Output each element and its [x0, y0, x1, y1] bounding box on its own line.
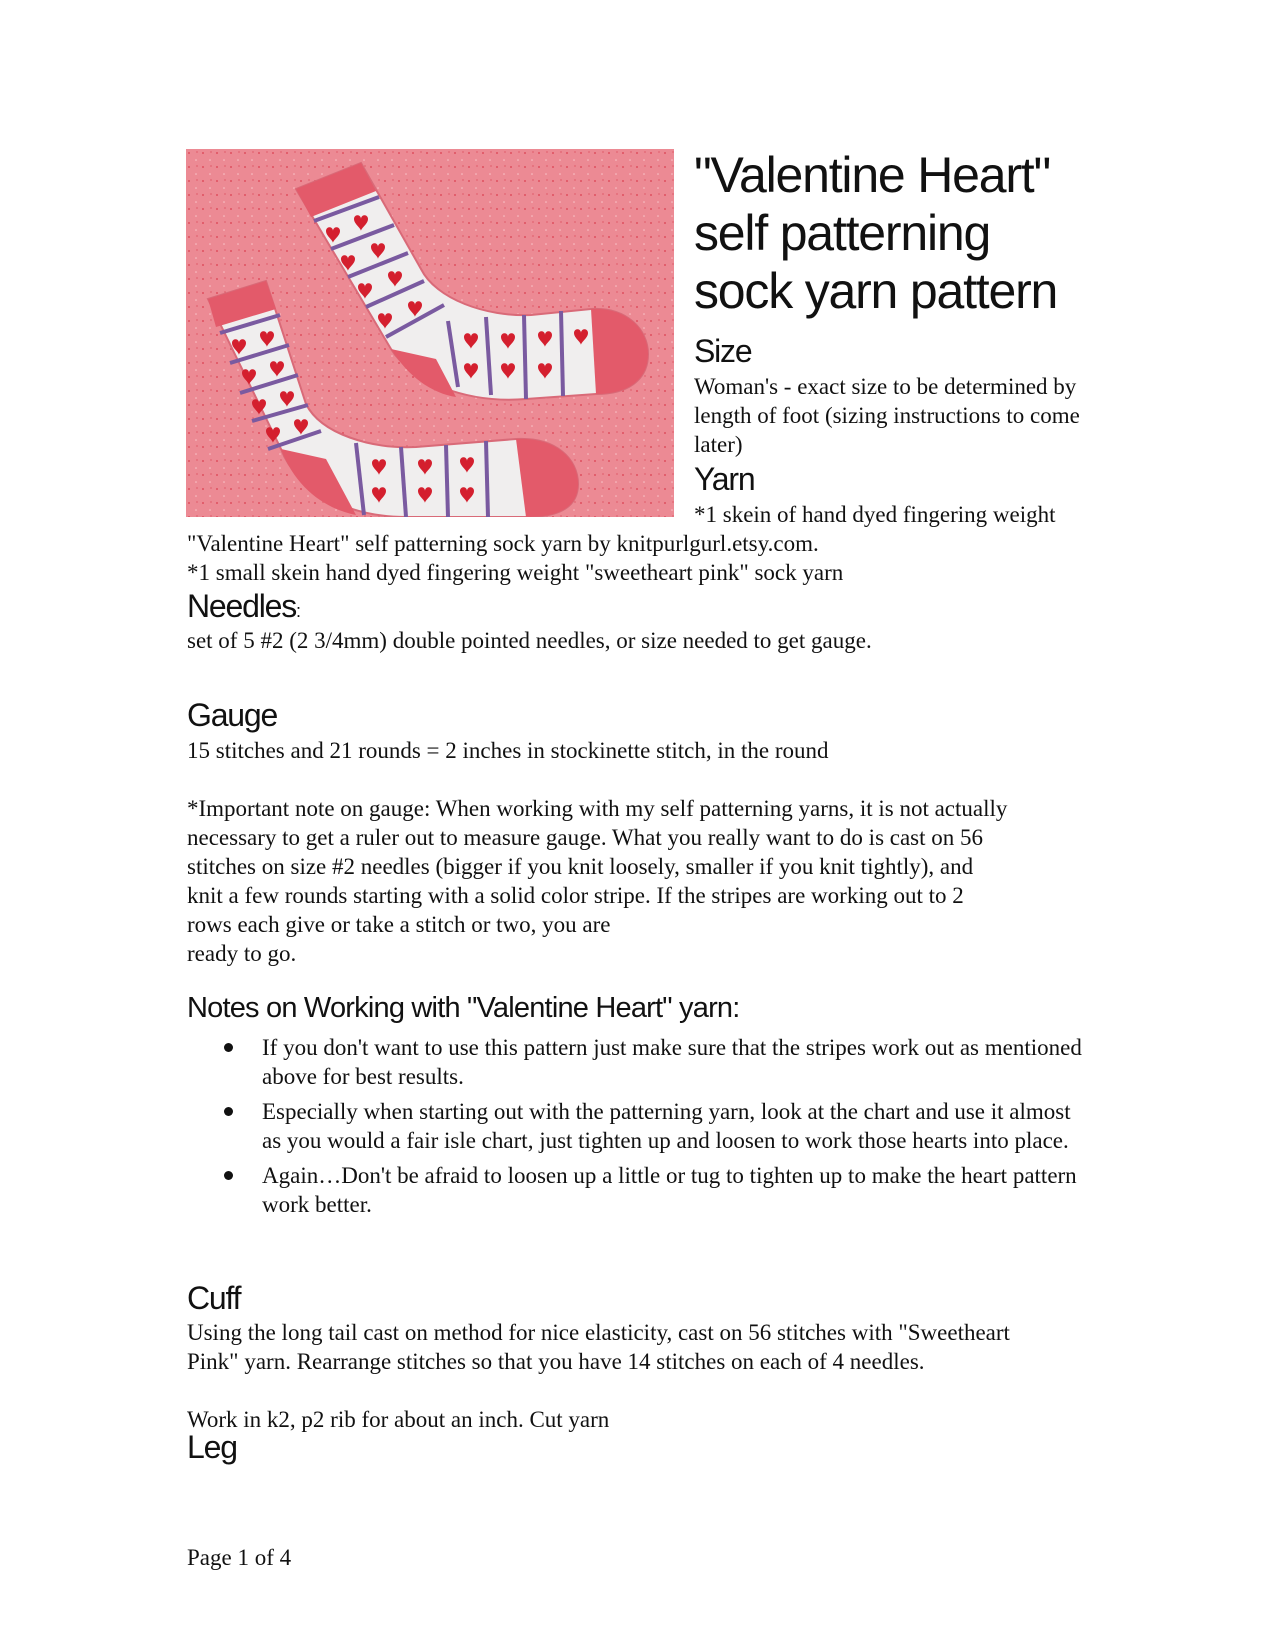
needles-text: set of 5 #2 (2 3/4mm) double pointed needles, or size needed to get gauge. [187, 628, 872, 653]
list-item [187, 1033, 1087, 1091]
heart-socks-photo [186, 149, 674, 517]
gauge-note-line: stitches on size #2 needles (bigger if you knit loosely, smaller if you knit tightly), and [187, 854, 974, 879]
list-item-text: Especially when starting out with the patterning yarn, look at the chart and use it almost as you would a fair isle chart, just tighten up and loosen to work those hearts into place. [262, 1099, 1071, 1153]
bullet-icon [224, 1043, 233, 1052]
page-footer: Page 1 of 4 [187, 1545, 292, 1570]
yarn-line-3: *1 small skein hand dyed fingering weight "sweetheart pink" sock yarn [187, 560, 844, 585]
page-title: "Valentine Heart" self patterning sock yarn pattern [694, 147, 1058, 319]
needles-heading [187, 588, 300, 629]
yarn-line-2: "Valentine Heart" self patterning sock yarn by knitpurlgurl.etsy.com. [187, 531, 819, 556]
gauge-note-line: rows each give or take a stitch or two, you are [187, 912, 611, 937]
cuff-text [187, 1318, 1087, 1376]
bullet-icon [224, 1171, 233, 1180]
gauge-note-line: knit a few rounds starting with a solid color stripe. If the stripes are working out to 2 [187, 883, 964, 908]
gauge-heading: Gauge [187, 697, 278, 733]
list-item [187, 1097, 1087, 1155]
gauge-note-line: ready to go. [187, 941, 297, 966]
yarn-line-1: *1 skein of hand dyed fingering weight [694, 502, 1056, 527]
notes-list [187, 1033, 1087, 1225]
list-item-text: If you don't want to use this pattern just make sure that the stripes work out as mentioned above for best results. [262, 1035, 1082, 1089]
gauge-note-line: *Important note on gauge: When working with my self patterning yarns, it is not actually [187, 796, 1008, 821]
gauge-text: 15 stitches and 21 rounds = 2 inches in stockinette stitch, in the round [187, 738, 829, 763]
cuff-text-line: Pink" yarn. Rearrange stitches so that you have 14 stitches on each of 4 needles. [187, 1349, 925, 1374]
yarn-heading: Yarn [694, 461, 755, 497]
list-item [187, 1161, 1087, 1219]
leg-heading: Leg [187, 1429, 237, 1465]
gauge-note [187, 794, 1087, 968]
size-heading: Size [694, 333, 752, 369]
cuff-work-text: Work in k2, p2 rib for about an inch. Cut yarn [187, 1407, 610, 1432]
list-item-text: Again…Don't be afraid to loosen up a little or tug to tighten up to make the heart pattern work better. [262, 1163, 1077, 1217]
sock-illustration [186, 149, 674, 517]
needles-heading-text: Needles [187, 588, 297, 624]
gauge-note-line: necessary to get a ruler out to measure gauge. What you really want to do is cast on 56 [187, 825, 984, 850]
size-text: Woman's - exact size to be determined by length of foot (sizing instructions to come later) [694, 374, 1080, 457]
cuff-heading: Cuff [187, 1280, 241, 1316]
bullet-icon [224, 1107, 233, 1116]
cuff-text-line: Using the long tail cast on method for nice elasticity, cast on 56 stitches with "Sweetheart [187, 1320, 1010, 1345]
needles-heading-colon: : [296, 601, 300, 621]
notes-heading: Notes on Working with "Valentine Heart" yarn: [187, 992, 740, 1024]
